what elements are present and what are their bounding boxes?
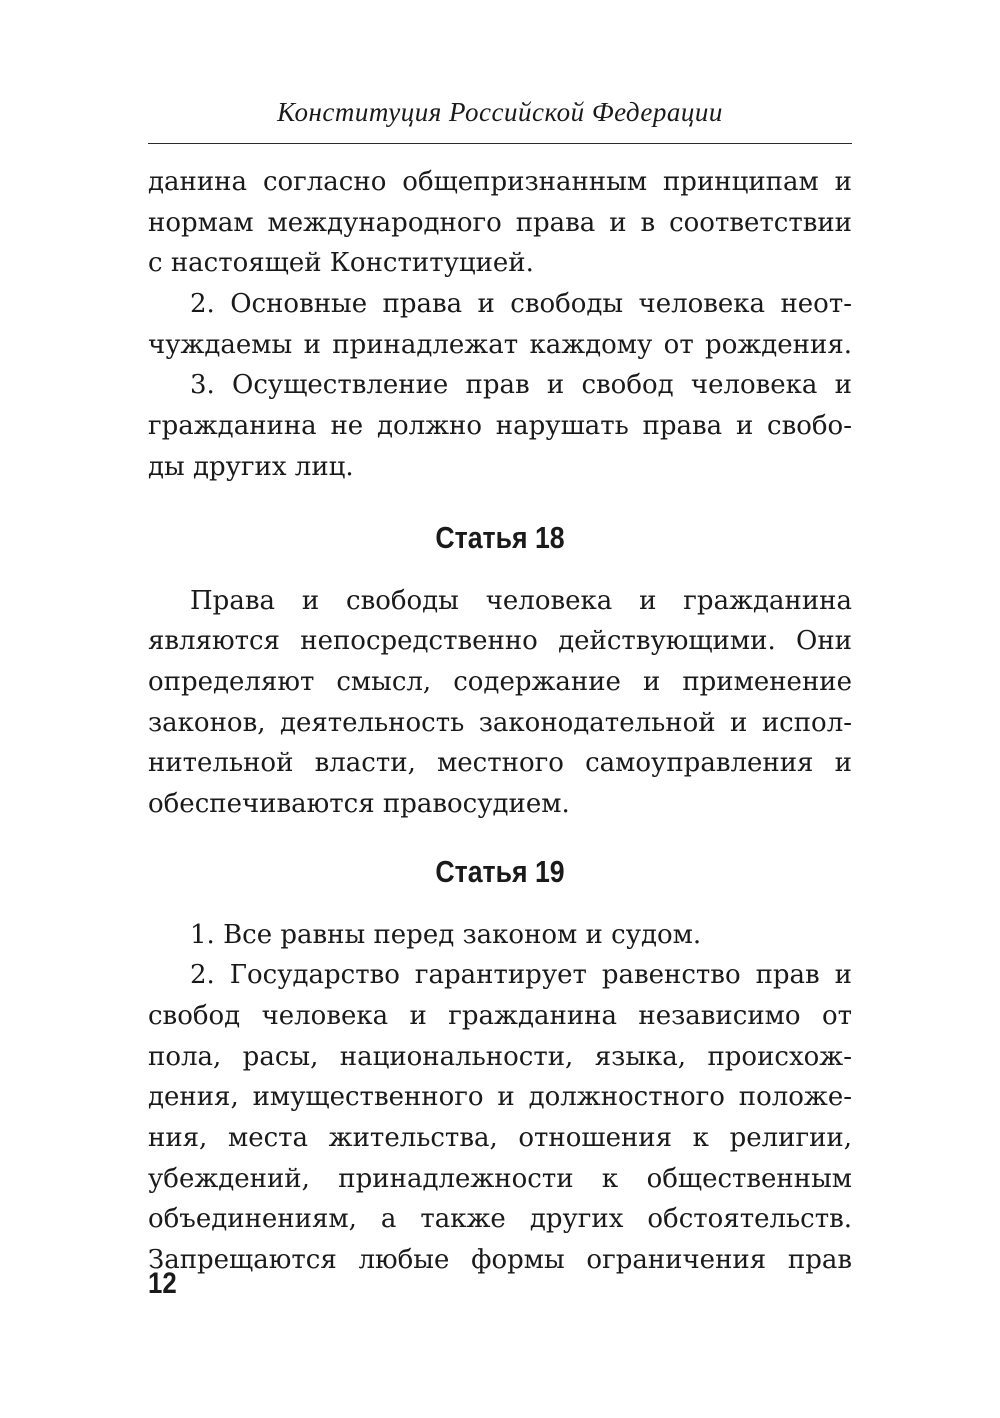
text-line: чуждаемы и принадлежат каждому от рождения.	[148, 329, 852, 360]
article-18-paragraph-1	[148, 581, 852, 825]
text-line: пола, расы, национальности, языка, происхож-	[148, 1041, 852, 1072]
text-line: 1. Все равны перед законом и судом.	[190, 919, 702, 950]
article-19-paragraph-1	[148, 915, 852, 956]
text-line: гражданина не должно нарушать права и свобо-	[148, 411, 852, 442]
text-line: свобод человека и гражданина независимо от	[148, 1001, 852, 1031]
text-line: нительной власти, местного самоуправления и	[148, 748, 852, 779]
text-line: ния, места жительства, отношения к религии,	[148, 1123, 852, 1154]
text-line: ды других лиц.	[148, 451, 354, 482]
article-17-paragraph-3	[148, 365, 852, 487]
text-line: 3. Осуществление прав и свобод человека и	[190, 370, 852, 401]
text-line: с настоящей Конституцией.	[148, 248, 534, 279]
article-19-paragraph-2	[148, 955, 852, 1281]
article-17-paragraph-1	[148, 162, 852, 284]
article-17-paragraph-2	[148, 284, 852, 365]
text-line: Права и свободы человека и гражданина	[190, 585, 852, 616]
text-line: нормам международного права и в соответствии	[148, 207, 852, 238]
text-line: обеспечиваются правосудием.	[148, 788, 570, 819]
running-head: Конституция Российской Федерации	[277, 97, 723, 127]
text-line: законов, деятельность законодательной и испол-	[148, 707, 852, 738]
text-line: объединениям, а также других обстоятельств.	[148, 1204, 852, 1235]
text-line: 2. Основные права и свободы человека неот-	[190, 289, 852, 320]
header-rule	[148, 143, 852, 144]
text-line: являются непосредственно действующими. Они	[148, 626, 852, 657]
article-19-heading: Статья 19	[435, 853, 565, 889]
article-18-heading: Статья 18	[435, 519, 565, 555]
page-number: 12	[148, 1267, 177, 1300]
text-line: определяют смысл, содержание и применение	[148, 666, 852, 697]
page-body	[148, 162, 852, 1281]
text-line: 2. Государство гарантирует равенство прав и	[190, 960, 852, 991]
text-line: убеждений, принадлежности к общественным	[148, 1163, 852, 1194]
text-line: дения, имущественного и должностного положе-	[148, 1082, 852, 1113]
text-line: данина согласно общепризнанным принципам и	[148, 167, 852, 197]
text-line: Запрещаются любые формы ограничения прав	[148, 1245, 852, 1276]
